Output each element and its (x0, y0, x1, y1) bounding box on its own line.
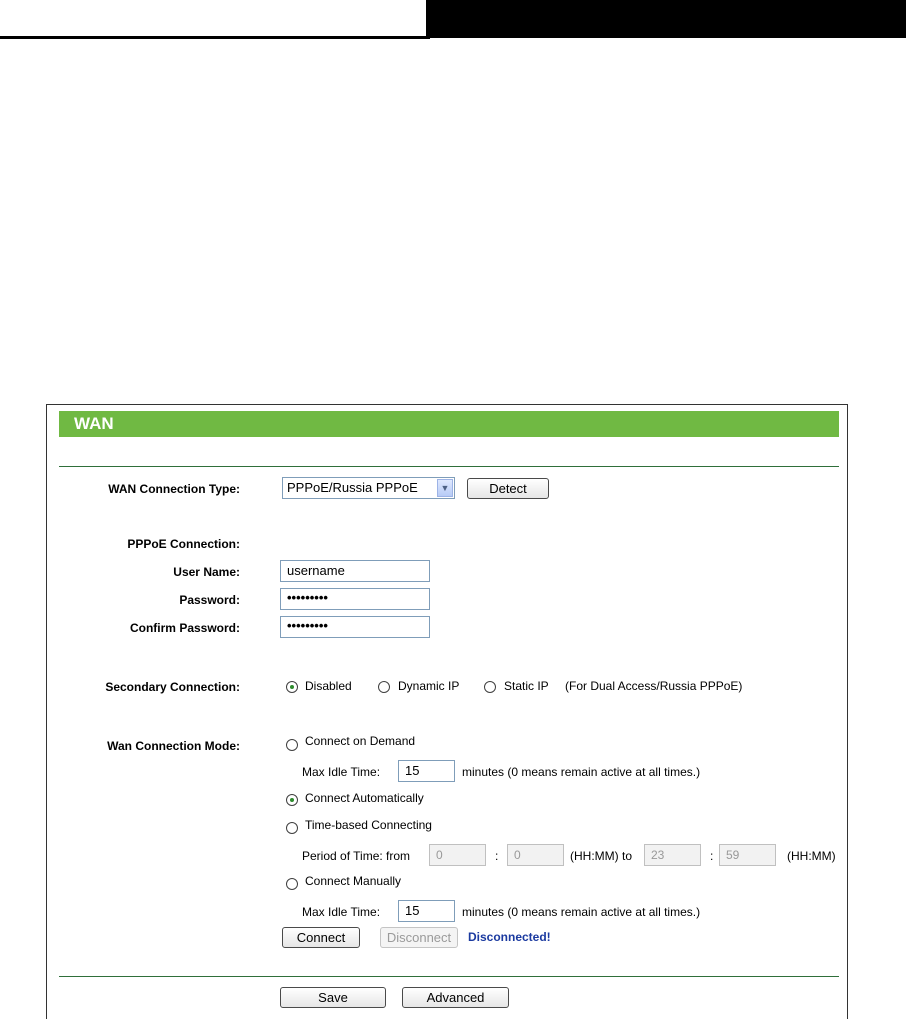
secondary-static-ip-label: Static IP (504, 679, 549, 693)
from-minute-input[interactable]: 0 (507, 844, 564, 866)
password-label: Password: (179, 593, 240, 607)
secondary-connection-label: Secondary Connection: (105, 680, 240, 694)
secondary-dynamic-ip-label: Dynamic IP (398, 679, 460, 693)
connect-manually-radio[interactable] (286, 878, 298, 890)
page-header-bar (426, 0, 906, 38)
secondary-disabled-label: Disabled (305, 679, 352, 693)
max-idle-time-label: Max Idle Time: (302, 765, 381, 779)
connect-button[interactable]: Connect (282, 927, 360, 948)
connection-status: Disconnected! (468, 930, 551, 944)
connect-on-demand-label: Connect on Demand (305, 734, 416, 748)
secondary-static-ip-radio[interactable] (484, 681, 496, 693)
bottom-divider (59, 976, 839, 977)
password-input[interactable]: ••••••••• (280, 588, 430, 610)
save-button[interactable]: Save (280, 987, 386, 1008)
wan-connection-type-value: PPPoE/Russia PPPoE (287, 480, 418, 495)
detect-button[interactable]: Detect (467, 478, 549, 499)
connect-on-demand-radio[interactable] (286, 739, 298, 751)
wan-connection-mode-label: Wan Connection Mode: (107, 739, 240, 753)
wan-connection-type-label: WAN Connection Type: (108, 482, 240, 496)
user-name-input[interactable]: username (280, 560, 430, 582)
from-hour-input[interactable]: 0 (429, 844, 486, 866)
to-minute-input[interactable]: 59 (719, 844, 776, 866)
secondary-disabled-radio[interactable] (286, 681, 298, 693)
user-name-label: User Name: (173, 565, 240, 579)
disconnect-button[interactable]: Disconnect (380, 927, 458, 948)
hhmm-to-label: (HH:MM) to (570, 849, 632, 863)
wan-connection-type-select[interactable] (282, 477, 455, 499)
connect-manually-label: Connect Manually (305, 874, 402, 888)
secondary-note: (For Dual Access/Russia PPPoE) (565, 679, 743, 693)
secondary-dynamic-ip-radio[interactable] (378, 681, 390, 693)
to-colon: : (710, 849, 714, 863)
panel-title: WAN (59, 411, 839, 437)
max-idle-time-note: minutes (0 means remain active at all times.) (462, 765, 701, 779)
top-divider (59, 466, 839, 467)
max-idle-time-2-input[interactable]: 15 (398, 900, 455, 922)
connect-automatically-radio[interactable] (286, 794, 298, 806)
confirm-password-label: Confirm Password: (129, 621, 240, 635)
from-colon: : (495, 849, 499, 863)
connect-automatically-label: Connect Automatically (305, 791, 424, 805)
to-hour-input[interactable]: 23 (644, 844, 701, 866)
chevron-down-icon[interactable]: ▼ (437, 479, 453, 497)
hhmm-label: (HH:MM) (787, 849, 836, 863)
period-of-time-label: Period of Time: from (302, 849, 411, 863)
advanced-button[interactable]: Advanced (402, 987, 509, 1008)
max-idle-time-input[interactable]: 15 (398, 760, 455, 782)
max-idle-time-2-label: Max Idle Time: (302, 905, 381, 919)
page-header-rule (0, 36, 430, 39)
time-based-connecting-label: Time-based Connecting (305, 818, 432, 832)
max-idle-time-2-note: minutes (0 means remain active at all times.) (462, 905, 701, 919)
time-based-connecting-radio[interactable] (286, 822, 298, 834)
pppoe-connection-label: PPPoE Connection: (127, 537, 240, 551)
wan-settings-panel (46, 404, 848, 1019)
confirm-password-input[interactable]: ••••••••• (280, 616, 430, 638)
